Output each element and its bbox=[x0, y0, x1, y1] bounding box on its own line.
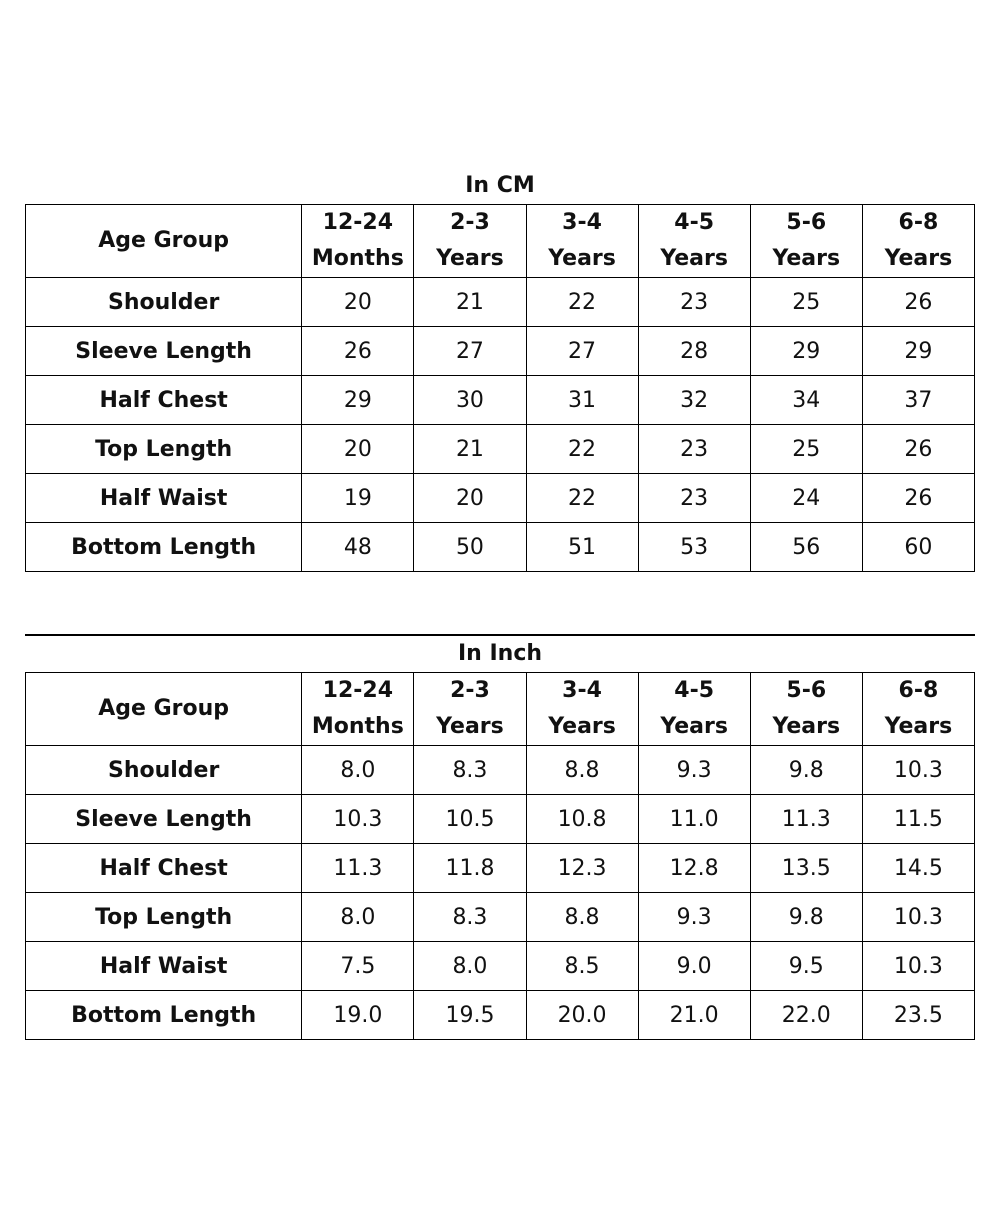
measurement-cell: 8.3 bbox=[414, 893, 526, 942]
table-row bbox=[26, 942, 975, 991]
measurement-cell: 10.3 bbox=[862, 942, 974, 991]
table-caption: In Inch bbox=[457, 641, 543, 666]
measurement-cell: 9.5 bbox=[750, 942, 862, 991]
column-header bbox=[862, 673, 974, 746]
column-unit: Years bbox=[772, 246, 841, 271]
column-range: 2-3 bbox=[450, 210, 490, 235]
measurement-cell: 50 bbox=[414, 523, 526, 572]
column-header bbox=[638, 205, 750, 278]
measurement-cell: 30 bbox=[414, 376, 526, 425]
measurement-cell: 8.0 bbox=[302, 746, 414, 795]
measurement-cell: 29 bbox=[750, 327, 862, 376]
column-range: 12-24 bbox=[322, 678, 394, 703]
column-range: 3-4 bbox=[562, 678, 602, 703]
size-chart-inch bbox=[25, 634, 975, 1040]
measurement-cell: 9.3 bbox=[638, 893, 750, 942]
column-unit: Months bbox=[311, 714, 404, 739]
column-header bbox=[302, 205, 414, 278]
measurement-cell: 10.3 bbox=[862, 893, 974, 942]
row-label: Half Chest bbox=[26, 844, 302, 893]
header-row bbox=[26, 205, 975, 278]
table-row bbox=[26, 474, 975, 523]
size-table bbox=[25, 204, 975, 572]
measurement-cell: 19 bbox=[302, 474, 414, 523]
measurement-cell: 20 bbox=[414, 474, 526, 523]
measurement-cell: 26 bbox=[862, 278, 974, 327]
measurement-cell: 7.5 bbox=[302, 942, 414, 991]
measurement-cell: 10.3 bbox=[302, 795, 414, 844]
column-header bbox=[526, 205, 638, 278]
table-row bbox=[26, 893, 975, 942]
measurement-cell: 12.8 bbox=[638, 844, 750, 893]
table-row bbox=[26, 746, 975, 795]
column-header bbox=[862, 205, 974, 278]
column-range: 12-24 bbox=[322, 210, 394, 235]
measurement-cell: 20 bbox=[302, 425, 414, 474]
measurement-cell: 8.8 bbox=[526, 746, 638, 795]
measurement-cell: 32 bbox=[638, 376, 750, 425]
column-unit: Years bbox=[436, 714, 504, 739]
table-row bbox=[26, 991, 975, 1040]
table-body bbox=[26, 746, 975, 1040]
column-unit: Years bbox=[436, 246, 504, 271]
measurement-cell: 21 bbox=[414, 425, 526, 474]
measurement-cell: 10.5 bbox=[414, 795, 526, 844]
row-label: Shoulder bbox=[26, 278, 302, 327]
measurement-cell: 23 bbox=[638, 278, 750, 327]
column-unit: Years bbox=[548, 246, 616, 271]
row-label: Bottom Length bbox=[26, 991, 302, 1040]
measurement-cell: 51 bbox=[526, 523, 638, 572]
column-header bbox=[414, 205, 526, 278]
measurement-cell: 14.5 bbox=[862, 844, 974, 893]
column-range: 5-6 bbox=[786, 210, 827, 235]
measurement-cell: 10.3 bbox=[862, 746, 974, 795]
measurement-cell: 11.3 bbox=[750, 795, 862, 844]
row-label: Half Waist bbox=[26, 942, 302, 991]
measurement-cell: 22 bbox=[526, 278, 638, 327]
column-unit: Years bbox=[660, 714, 728, 739]
measurement-cell: 9.3 bbox=[638, 746, 750, 795]
column-range: 6-8 bbox=[898, 210, 939, 235]
measurement-cell: 10.8 bbox=[526, 795, 638, 844]
measurement-cell: 9.8 bbox=[750, 746, 862, 795]
row-label: Sleeve Length bbox=[26, 795, 302, 844]
measurement-cell: 19.5 bbox=[414, 991, 526, 1040]
measurement-cell: 20.0 bbox=[526, 991, 638, 1040]
table-caption: In CM bbox=[465, 173, 535, 198]
measurement-cell: 23 bbox=[638, 425, 750, 474]
age-group-header: Age Group bbox=[26, 673, 302, 746]
row-label: Half Chest bbox=[26, 376, 302, 425]
column-header bbox=[414, 673, 526, 746]
row-label: Bottom Length bbox=[26, 523, 302, 572]
column-header bbox=[750, 673, 862, 746]
measurement-cell: 34 bbox=[750, 376, 862, 425]
table-row bbox=[26, 425, 975, 474]
row-label: Sleeve Length bbox=[26, 327, 302, 376]
measurement-cell: 11.8 bbox=[414, 844, 526, 893]
measurement-cell: 19.0 bbox=[302, 991, 414, 1040]
size-table bbox=[25, 672, 975, 1040]
table-row bbox=[26, 278, 975, 327]
row-label: Half Waist bbox=[26, 474, 302, 523]
column-header bbox=[526, 673, 638, 746]
measurement-cell: 26 bbox=[302, 327, 414, 376]
measurement-cell: 48 bbox=[302, 523, 414, 572]
column-range: 4-5 bbox=[674, 210, 715, 235]
row-label: Shoulder bbox=[26, 746, 302, 795]
measurement-cell: 31 bbox=[526, 376, 638, 425]
row-label: Top Length bbox=[26, 893, 302, 942]
column-unit: Months bbox=[311, 246, 404, 271]
measurement-cell: 29 bbox=[302, 376, 414, 425]
measurement-cell: 27 bbox=[414, 327, 526, 376]
table-body bbox=[26, 278, 975, 572]
measurement-cell: 25 bbox=[750, 425, 862, 474]
measurement-cell: 9.0 bbox=[638, 942, 750, 991]
measurement-cell: 27 bbox=[526, 327, 638, 376]
column-range: 4-5 bbox=[674, 678, 715, 703]
column-unit: Years bbox=[884, 246, 953, 271]
age-group-header: Age Group bbox=[26, 205, 302, 278]
column-header bbox=[638, 673, 750, 746]
table-row bbox=[26, 376, 975, 425]
measurement-cell: 21.0 bbox=[638, 991, 750, 1040]
measurement-cell: 22 bbox=[526, 474, 638, 523]
measurement-cell: 24 bbox=[750, 474, 862, 523]
measurement-cell: 11.0 bbox=[638, 795, 750, 844]
column-header bbox=[302, 673, 414, 746]
measurement-cell: 13.5 bbox=[750, 844, 862, 893]
measurement-cell: 23 bbox=[638, 474, 750, 523]
column-unit: Years bbox=[660, 246, 728, 271]
measurement-cell: 8.5 bbox=[526, 942, 638, 991]
column-range: 3-4 bbox=[562, 210, 602, 235]
measurement-cell: 11.5 bbox=[862, 795, 974, 844]
table-row bbox=[26, 844, 975, 893]
column-header bbox=[750, 205, 862, 278]
measurement-cell: 53 bbox=[638, 523, 750, 572]
column-range: 5-6 bbox=[786, 678, 827, 703]
measurement-cell: 8.3 bbox=[414, 746, 526, 795]
measurement-cell: 26 bbox=[862, 425, 974, 474]
measurement-cell: 21 bbox=[414, 278, 526, 327]
measurement-cell: 8.0 bbox=[414, 942, 526, 991]
measurement-cell: 23.5 bbox=[862, 991, 974, 1040]
table-row bbox=[26, 327, 975, 376]
measurement-cell: 37 bbox=[862, 376, 974, 425]
column-unit: Years bbox=[772, 714, 841, 739]
measurement-cell: 56 bbox=[750, 523, 862, 572]
measurement-cell: 26 bbox=[862, 474, 974, 523]
measurement-cell: 9.8 bbox=[750, 893, 862, 942]
measurement-cell: 20 bbox=[302, 278, 414, 327]
column-range: 2-3 bbox=[450, 678, 490, 703]
measurement-cell: 8.8 bbox=[526, 893, 638, 942]
table-row bbox=[26, 795, 975, 844]
table-row bbox=[26, 523, 975, 572]
size-chart-cm bbox=[25, 168, 975, 572]
column-unit: Years bbox=[548, 714, 616, 739]
column-unit: Years bbox=[884, 714, 953, 739]
measurement-cell: 28 bbox=[638, 327, 750, 376]
row-label: Top Length bbox=[26, 425, 302, 474]
measurement-cell: 22 bbox=[526, 425, 638, 474]
measurement-cell: 22.0 bbox=[750, 991, 862, 1040]
measurement-cell: 12.3 bbox=[526, 844, 638, 893]
measurement-cell: 25 bbox=[750, 278, 862, 327]
header-row bbox=[26, 673, 975, 746]
measurement-cell: 29 bbox=[862, 327, 974, 376]
measurement-cell: 8.0 bbox=[302, 893, 414, 942]
measurement-cell: 11.3 bbox=[302, 844, 414, 893]
column-range: 6-8 bbox=[898, 678, 939, 703]
measurement-cell: 60 bbox=[862, 523, 974, 572]
